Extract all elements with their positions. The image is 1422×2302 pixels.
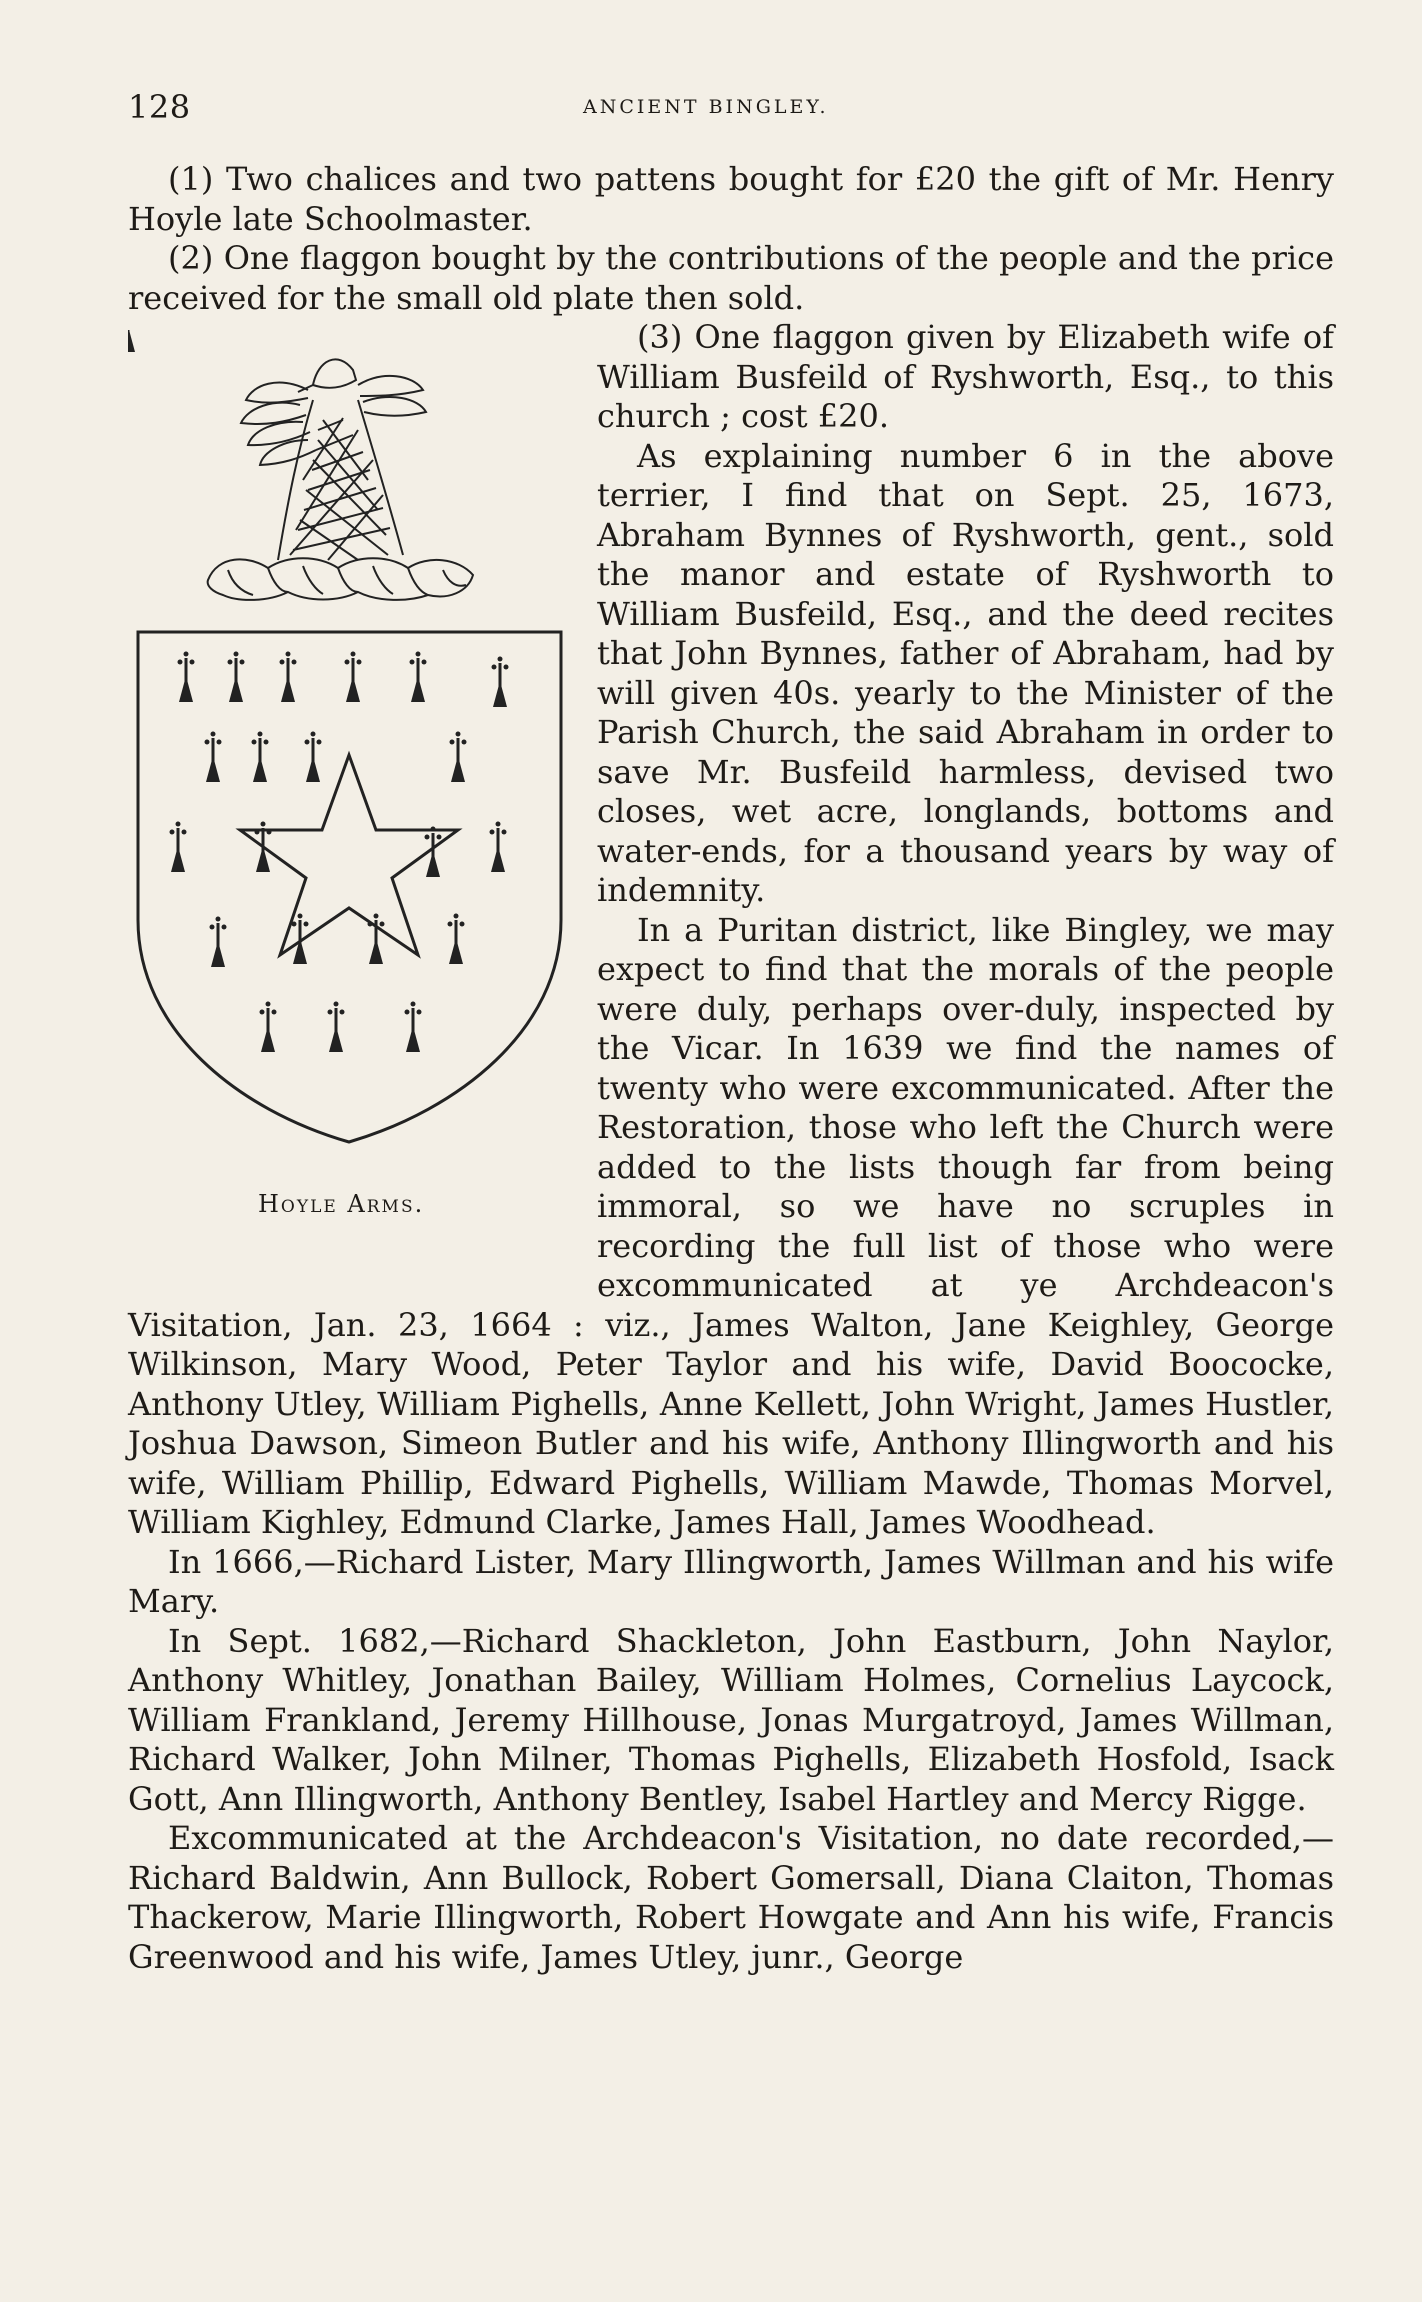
running-head: ANCIENT BINGLEY. [583, 96, 829, 118]
paragraph-item-1: (1) Two chalices and two pattens bought for £20 the gift of Mr. Henry Hoyle late Schoolmaster. [128, 160, 1334, 238]
figure-caption: Hoyle Arms. [258, 1190, 425, 1218]
page-number: 128 [128, 88, 191, 126]
hoyle-arms-figure [128, 330, 575, 1275]
paragraph-item-8: Excommunicated at the Archdeacon's Visitation, no date recorded,—Richard Baldwin, Ann Bullock, Robert Gomersall, Diana Claiton, Thomas Thackerow, Marie Illingworth, Robert Howgate and Ann his wife, Francis Greenwood and his wife, James Utley, junr., George [128, 1819, 1334, 1976]
hoyle-coat-of-arms-icon [128, 330, 575, 1180]
body-text [128, 160, 1334, 1977]
paragraph-item-7: In Sept. 1682,—Richard Shackleton, John Eastburn, John Naylor, Anthony Whitley, Jonathan Bailey, William Holmes, Cornelius Laycock, William Frankland, Jeremy Hillhouse, Jonas Murgatroyd, James Willman, Richard Walker, John Milner, Thomas Pighells, Elizabeth Hosfold, Isack Gott, Ann Illingworth, Anthony Bentley, Isabel Hartley and Mercy Rigge. [128, 1621, 1334, 1818]
paragraph-item-3: (3) One flaggon given by Elizabeth wife of William Busfeild of Ryshworth, Esq., to this church ; cost £20. [597, 318, 1334, 435]
paragraph-item-6: In 1666,—Richard Lister, Mary Illingworth, James Willman and his wife Mary. [128, 1542, 1334, 1620]
paragraph-item-4: As explaining number 6 in the above terrier, I find that on Sept. 25, 1673, Abraham Bynnes of Ryshworth, gent., sold the manor and estate of Ryshworth to William Busfeild, Esq., and the deed recites that John Bynnes, father of Abraham, had by will given 40s. yearly to the Minister of the Parish Church, the said Abraham in order to save Mr. Busfeild harmless, devised two closes, wet acre, longlands, bottoms and water-ends, for a thousand years by way of indemnity. [597, 436, 1334, 909]
paragraph-item-5: In a Puritan district, like Bingley, we may expect to find that the morals of the people were duly, perhaps over-duly, inspected by the Vicar. In 1639 we find the names of twenty who were excommunicated. After the Restoration, those who left the Church were added to the lists though far from being immoral, so we have no scruples in recording the full list of those who were excommunicated at ye Archdeacon's Visitation, Jan. 23, 1664 : viz., James Walton, Jane Keighley, George Wilkinson, Mary Wood, Peter Taylor and his wife, David Boococke, Anthony Utley, William Pighells, Anne Kellett, John Wright, James Hustler, Joshua Dawson, Simeon Butler and his wife, Anthony Illingworth and his wife, William Phillip, Edward Pighells, William Mawde, Thomas Morvel, William Kighley, Edmund Clarke, James Hall, James Woodhead. [128, 910, 1334, 1541]
paragraph-item-2: (2) One flaggon bought by the contributions of the people and the price received for the small old plate then sold. [128, 239, 1334, 317]
page-header [128, 88, 1334, 128]
